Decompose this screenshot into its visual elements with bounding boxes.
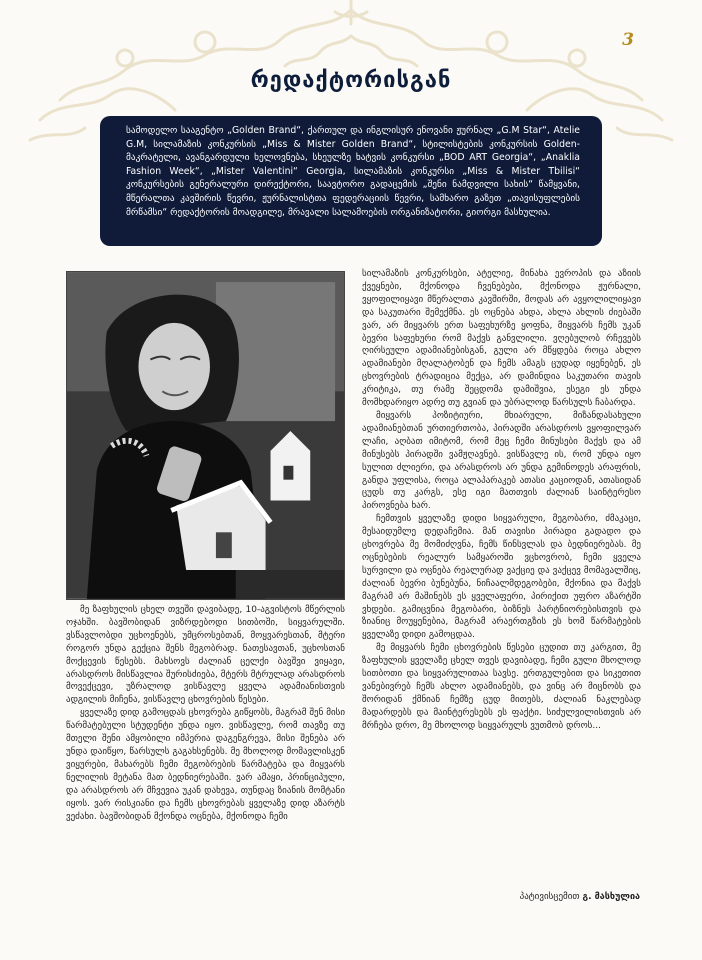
page-number: 3 <box>622 30 634 50</box>
intro-text: სამოდელო სააგენტო „Golden Brand“, ქართულ და ინგლისურ ენოვანი ჟურნალ „G.M Star“, Atelie G.M, სილამაზის კონკურსის „Miss & Mister Golden Brand“, სტილისტების კონკურსის Golden-მაკრატელი, ავანგარდული ხელოვნება, სხეულზე ხატვის კონკურსი „BOD ART Georgia“, „Anaklia Fashion Week“, „Mister Valentini“ Georgia, სილამაზის კონკურსი „Miss & Mister Tbilisi“ კონკურსების გენერალური დირექტორი, საავტორო გადაცემის „შენი ნამდვილი სახის“ წამყვანი, მწერალთა კავშირის წევრი, ჟურნალისტთა ფედერაციის წევრი, სამხარო გაზეთ „თავისუფლების მრწამსი“ რედაქტორის მოადგილე, მრავალი სალამოების ორგანიზატორი, გიორგი მასხულია. <box>126 125 580 218</box>
page-title: რედაქტორისგან <box>250 68 452 93</box>
paragraph: მე მიყვარს ჩემი ცხოვრების წესები ცუდით თუ კარგით, მე ზაფხულის ყველაზე ცხელ თვეს დავიბადე, ჩემი გული მხოლოდ სითბოთი და სიყვარულითაა სავსე. ერთგულებით და სიკეთით ვანებივრებ ჩემს ახლო ადამიანებს, და ვინც არ მიცნობს და შორიდან ქმნიან ჩემზე ცუდ მითებს, ძალიან ნაკლებად მადარდებს და მაინტერესებს ეს ფაქტი. სიძულვილისთვის არ მრჩება დრო, მე მხოლოდ სიყვარულს ვუთმობ დროს... <box>362 643 641 731</box>
portrait-photo <box>66 271 345 600</box>
paragraph: მე ზაფხულის ცხელ თვეში დავიბადე, 10-აგვისტოს მწერლის ოჯახში. ბავშობიდან ვიზრდებოდი სითბოში, სიყვარულში. ვსწავლობდი უცხოენებს, უმცროსებთან, მოყვარესთან, მტერი როგორ უნდა გექცია შენს მეგობრად. ნათესავთან, უცხოსთან მოქცევის წესებს. მახსოვს ძალიან ცელქი ბავშვი ვიყავი, არასდროს მისწავლია შურისძიება, მტერს მტრულად არასდროს მოვექცევი, უზრალოდ ვისწავლე ყველა ადამიანისთვის ადგილის მიჩენა, ვისწავლე ცხოვრების წესები. <box>66 605 345 706</box>
signature <box>520 892 640 902</box>
paragraph: სილამაზის კონკურსები, ატელიე, მინახა ევროპის და აზიის ქვეყნები, მქონოდა ჩვენებები, მქონოდა ჟურნალი, ვყოფილიყავი მწერალთა კავშირში, მოდას არ ავყოლილიყავი და საკუთარი შემექმნა. ეს ოცნება ახდა, ახლა ახლის ძიებაში ვარ, არ მიყვარს ერთ საფეხურზე ყოფნა, მიყვარს ჩემს უკან ბევრი საფეხური რომ მაქვს განვლილი. ვღებულობ რჩევებს ღირსეული ადამიანებისგან, გული არ მწყდება როცა ახლო ადამიანები მღალატობენ და ჩემს ამაგს ცუდად იყენებენ, ეს ცხოვრების ტრადიცია მექცა, არ დამინდია საკუთარი თავის კრიტიკა, თუ რამე შეცდომა დამიშვია, ესეგი ეს უნდა მომხდარიყო ადრე თუ გვიან და უბრალოდ წარსულს ჩაბარდა. <box>362 269 641 409</box>
intro-box <box>100 116 602 246</box>
paragraph: მიყვარს პოზიტიური, მხიარული, მიზანდასახული ადამიანებთან ურთიერთობა, პირადში არასდროს ვყოფილვარ ლაჩი, აღბათ იმიტომ, რომ მეც ჩემი მინუსები მაქვს და ამ მინუსებს პირადში ვამჟღავნებ. ვისწავლე ის, რომ უნდა იყო სულით ძლიერი, და არასდროს არ უნდა გემინოდეს არაფრის, განდა უფლისა, როცა ალაპარაკებ ათასი კაციოდან, ათასიდან ცუდს თუ კარგს, ესე იგი მათთვის ძალიან საინტერესო პიროვნება ხარ. <box>362 410 641 512</box>
right-column <box>362 268 641 880</box>
signature-prefix: პატივისცემით <box>519 892 583 902</box>
paragraph: ყველაზე დიდ გამოცდას ცხოვრება გიწყობს, მაგრამ შენ მისი წარმატებული სტუდენტი უნდა იყო. ვისწავლე, რომ თავზე თუ მთელი შენი ამყობილი იმპერია დაგენგრევა, მისი შენება არ უნდა დაიწყო, წარსულს გაგახსენებს. მე მხოლოდ მომავლისკენ ვიყურები, მახარებს ჩემი მეგობრების წარმატება და მიყვარს ნელილის მეტანა მათ ბედნიერებაში. ვარ ამაყი, პრინციპული, და არასდროს არ მჩვევია უკან დახევა, თუნდაც ზიანის მომტანი იყოს. ვარ რისკიანი და ჩემს ცხოვრებას ყველაზე დიდ აზარტს ვეძახი. ბავშობიდან მქონდა ოცნება, მქონოდა ჩემი <box>66 708 345 822</box>
signature-name: გ. მასხულია <box>582 892 640 902</box>
left-column <box>66 604 345 904</box>
paragraph: ჩემთვის ყველაზე დიდი სიყვარული, მეგობარი, ძმაკაცი, მესაიდუმლე დედაჩემია. მან თავისი პირადი გადადო და ცხოვრება მე მომიძღვნა, ჩემს წინსვლას და ბედნიერებას. მე ოცნებების რეალურ სამყაროში ვცხოვრობ, ჩემი ყველა სურვილი და ოცნება რეალურად ვაქციე და ვაქცევ მომავალშიც, ძალიან ბევრი ბუნებუნა, ნიჩაალმდეგობები, მქონია და მაქვს მაგრამ არ მაშინებს ეს ყველაფერი, პირიქით უფრო აზარტში ვხდები. გამიცვნია მეგობარი, ბიზნეს პარტნიორებისთვის და ზიანიც მოუყენებია, მაგრამ არაერთგზის ეს ხომ წარმატების ყველაზე დიდი გამოცდაა. <box>362 514 641 641</box>
